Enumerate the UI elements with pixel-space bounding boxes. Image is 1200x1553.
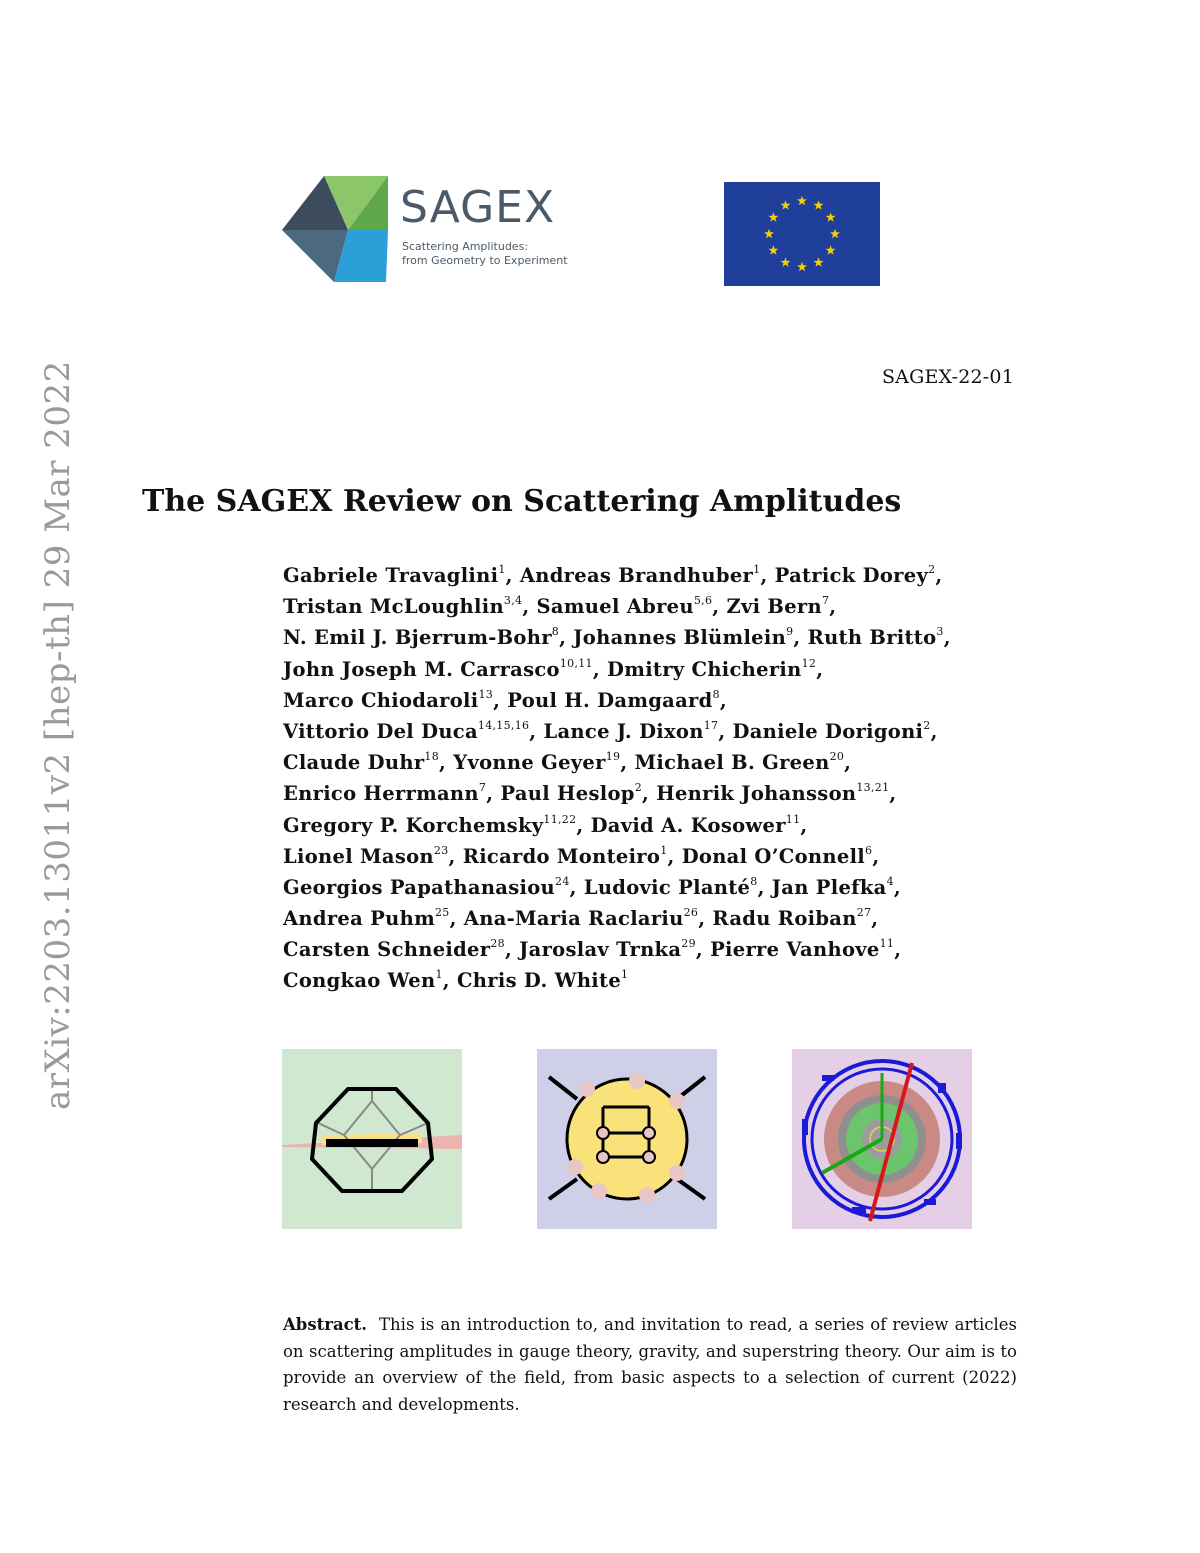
author-affiliation: 8 <box>551 625 560 639</box>
author-affiliation: 26 <box>683 906 699 920</box>
author-name: Yvonne Geyer <box>453 751 606 775</box>
author-affiliation: 27 <box>856 906 872 920</box>
author-affiliation: 7 <box>478 781 487 795</box>
author-affiliation: 3,4 <box>503 594 523 608</box>
author-line: Georgios Papathanasiou$^{24}$, Ludovic Planté$^8$, Jan Plefka$^4$, <box>283 874 901 899</box>
eu-flag-image <box>724 182 880 286</box>
author-name: Samuel Abreu <box>536 595 694 619</box>
author-affiliation: 29 <box>681 937 696 951</box>
author-affiliation: 9 <box>786 625 794 639</box>
author-affiliation: 2 <box>928 563 936 576</box>
author-affiliation: 19 <box>605 750 621 764</box>
author-affiliation: 6 <box>865 843 873 857</box>
author-line: Claude Duhr$^{18}$, Yvonne Geyer$^{19}$, Michael B. Green$^{20}$, <box>283 750 852 775</box>
author-affiliation: 12 <box>801 656 817 670</box>
arxiv-stamp: arXiv:2203.13011v2 [hep-th] 29 Mar 2022 <box>38 360 78 1110</box>
author-name: Poul H. Damgaard <box>507 688 713 712</box>
author-line: Gregory P. Korchemsky$^{11,22}$, David A. Kosower$^{11}$, <box>283 812 808 837</box>
author-affiliation: 3 <box>936 625 944 639</box>
author-affiliation: 11 <box>879 937 895 951</box>
abstract-label: Abstract. <box>283 1315 368 1334</box>
dodecahedron-figure <box>282 1049 462 1229</box>
author-affiliation: 5,6 <box>693 594 713 608</box>
author-name: Marco Chiodaroli <box>283 688 479 712</box>
author-affiliation: 4 <box>886 874 894 888</box>
author-affiliation: 25 <box>435 906 450 920</box>
author-name: Vittorio Del Duca <box>283 719 478 743</box>
author-name: Congkao Wen <box>283 969 436 993</box>
author-line: Vittorio Del Duca$^{14,15,16}$, Lance J. Dixon$^{17}$, Daniele Dorigoni$^2$, <box>283 718 938 743</box>
author-list <box>283 560 951 997</box>
author-name: Radu Roiban <box>712 907 857 931</box>
report-number: SAGEX-22-01 <box>881 366 1014 388</box>
author-name: Patrick Dorey <box>774 564 929 587</box>
author-name: Lionel Mason <box>283 844 434 868</box>
author-name: Johannes Blümlein <box>573 626 787 650</box>
author-affiliation: 8 <box>712 687 720 701</box>
abstract-text: This is an introduction to, and invitation to read, a series of review articles on scattering amplitudes in gauge theory, gravity, and superstring theory. Our aim is to provide an overview of the field, from basic aspects to a selection of current (2022) research and developments. <box>283 1315 1017 1414</box>
author-affiliation: 23 <box>433 843 449 857</box>
author-affiliation: 13,21 <box>856 781 890 795</box>
eu-flag <box>724 182 880 286</box>
author-name: N. Emil J. Bjerrum-Bohr <box>283 626 552 650</box>
author-name: Ricardo Monteiro <box>462 844 661 868</box>
feynman-diagram-figure <box>537 1049 717 1229</box>
author-name: Carsten Schneider <box>283 938 491 962</box>
sagex-wordmark: SAGEX <box>400 182 556 233</box>
sagex-tagline-line2: from Geometry to Experiment <box>402 254 568 267</box>
abstract <box>283 1312 1017 1418</box>
author-line: Enrico Herrmann$^7$, Paul Heslop$^2$, Henrik Johansson$^{13,21}$, <box>283 781 897 806</box>
author-affiliation: 20 <box>829 750 845 764</box>
author-affiliation: 14,15,16 <box>477 718 530 732</box>
author-name: Gregory P. Korchemsky <box>283 813 544 837</box>
author-name: Gabriele Travaglini <box>283 564 499 587</box>
author-name: Pierre Vanhove <box>710 938 880 962</box>
author-affiliation: 11 <box>785 812 801 826</box>
author-name: Daniele Dorigoni <box>732 719 924 743</box>
author-affiliation: 10,11 <box>559 656 593 670</box>
author-name: Henrik Johansson <box>656 782 857 806</box>
author-affiliation: 24 <box>555 874 570 888</box>
author-line: N. Emil J. Bjerrum-Bohr$^8$, Johannes Blümlein$^9$, Ruth Britto$^3$, <box>283 625 951 650</box>
author-name: Claude Duhr <box>283 751 425 775</box>
author-name: Dmitry Chicherin <box>607 657 802 681</box>
author-affiliation: 2 <box>634 781 643 795</box>
author-line: Marco Chiodaroli$^{13}$, Poul H. Damgaard$^8$, <box>283 687 727 712</box>
author-affiliation: 17 <box>703 718 719 732</box>
author-name: Donal O’Connell <box>681 844 865 868</box>
author-line: Carsten Schneider$^{28}$, Jaroslav Trnka$^{29}$, Pierre Vanhove$^{11}$, <box>283 937 902 962</box>
author-affiliation: 1 <box>498 563 506 576</box>
author-affiliation: 8 <box>750 874 758 888</box>
sagex-tagline <box>402 240 602 268</box>
author-line: Andrea Puhm$^{25}$, Ana-Maria Raclariu$^{26}$, Radu Roiban$^{27}$, <box>283 906 879 931</box>
author-name: Jan Plefka <box>771 875 887 899</box>
author-affiliation: 7 <box>821 594 830 608</box>
author-name: Zvi Bern <box>726 595 822 619</box>
sagex-tagline-line1: Scattering Amplitudes: <box>402 240 529 253</box>
author-name: John Joseph M. Carrasco <box>283 657 560 681</box>
author-affiliation: 1 <box>621 968 629 982</box>
sagex-logo <box>280 172 580 287</box>
author-name: Jaroslav Trnka <box>519 938 682 962</box>
author-name: Chris D. White <box>456 969 622 993</box>
author-name: Ruth Britto <box>807 626 937 650</box>
author-line: Congkao Wen$^1$, Chris D. White$^1$ <box>283 968 629 993</box>
sagex-logo-mark <box>280 172 400 287</box>
author-name: Ludovic Planté <box>583 875 751 899</box>
author-line: Lionel Mason$^{23}$, Ricardo Monteiro$^1$, Donal O’Connell$^6$, <box>283 843 880 868</box>
author-affiliation: 1 <box>753 563 761 576</box>
author-name: Tristan McLoughlin <box>283 595 504 619</box>
author-name: David A. Kosower <box>590 813 786 837</box>
author-affiliation: 13 <box>478 687 494 701</box>
author-name: Paul Heslop <box>500 782 635 806</box>
paper-title: The SAGEX Review on Scattering Amplitudes <box>142 484 902 519</box>
author-affiliation: 28 <box>490 937 505 951</box>
author-affiliation: 1 <box>660 843 668 857</box>
author-name: Michael B. Green <box>634 751 830 775</box>
author-name: Andrea Puhm <box>283 907 435 931</box>
author-name: Ana-Maria Raclariu <box>463 907 684 931</box>
author-affiliation: 2 <box>923 718 931 732</box>
author-affiliation: 11,22 <box>543 812 577 826</box>
author-name: Enrico Herrmann <box>283 782 479 806</box>
author-name: Georgios Papathanasiou <box>283 875 556 899</box>
author-affiliation: 18 <box>424 750 440 764</box>
author-name: Andreas Brandhuber <box>519 564 754 587</box>
author-name: Lance J. Dixon <box>543 719 704 743</box>
author-affiliation: 1 <box>435 968 443 982</box>
detector-event-figure <box>792 1049 972 1229</box>
author-line: Gabriele Travaglini$^1$, Andreas Brandhuber$^1$, Patrick Dorey$^2$, <box>283 563 943 587</box>
author-line: Tristan McLoughlin$^{3,4}$, Samuel Abreu$^{5,6}$, Zvi Bern$^7$, <box>283 594 837 619</box>
author-line: John Joseph M. Carrasco$^{10,11}$, Dmitry Chicherin$^{12}$, <box>283 656 824 681</box>
